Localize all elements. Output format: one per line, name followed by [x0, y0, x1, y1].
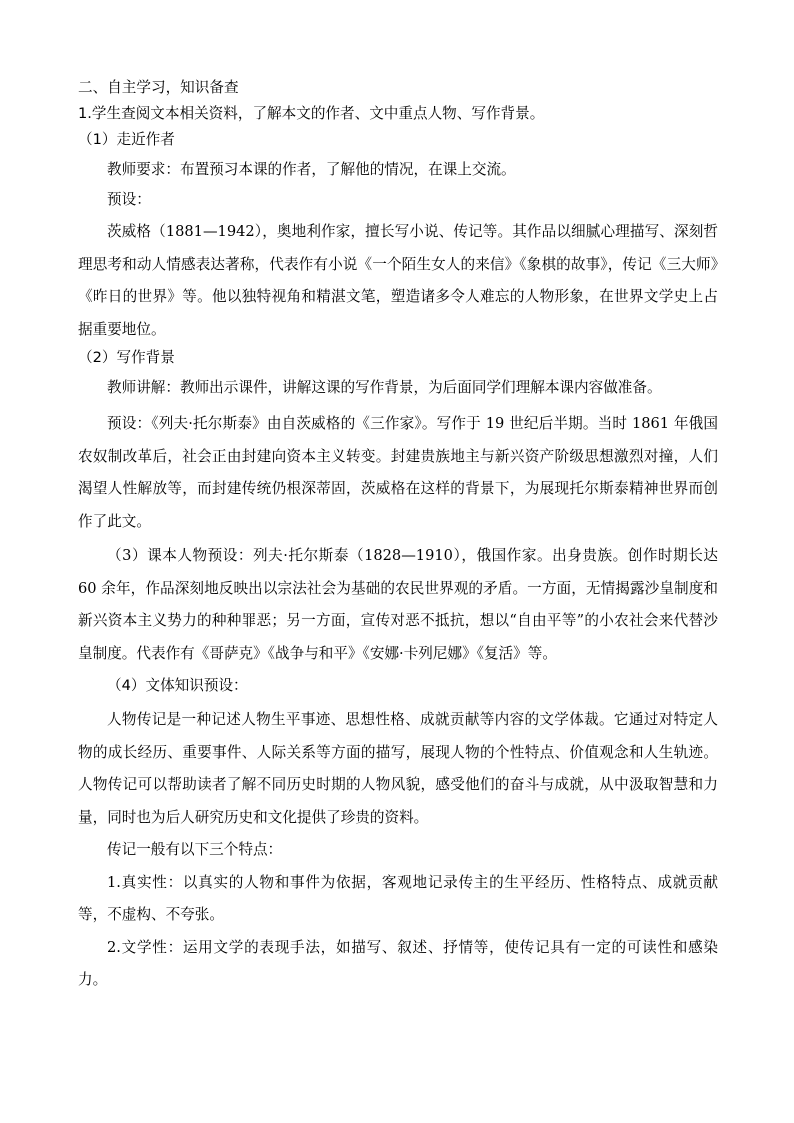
subsection-2-title: （2）写作背景	[78, 349, 175, 366]
feature-2: 2.文学性：运用文学的表现手法，如描写、叙述、抒情等，使传记具有一定的可读性和感染力。	[78, 938, 718, 988]
subsection-1-title: （1）走近作者	[78, 131, 175, 148]
subsection-1-preset-label: 预设：	[107, 191, 151, 208]
document-body	[78, 78, 718, 997]
section-title: 二、自主学习，知识备查	[78, 79, 239, 96]
subsection-3-text: （3）课本人物预设：列夫·托尔斯泰（1828—1910），俄国作家。出身贵族。创作时期长达 60 余年，作品深刻地反映出以宗法社会为基础的农民世界观的矛盾。一方面，无情揭露沙皇制度和新兴资本主义势力的种种罪恶；另一方面，宣传对恶不抵抗，想以“自由平等”的小农社会来代替沙皇制度。代表作有《哥萨克》《战争与和平》《安娜·卡列尼娜》《复活》等。	[78, 547, 718, 662]
subsection-4-paragraph-1: 人物传记是一种记述人物生平事迹、思想性格、成就贡献等内容的文学体裁。它通过对特定人物的成长经历、重要事件、人际关系等方面的描写，展现人物的个性特点、价值观念和人生轨迹。人物传记可以帮助读者了解不同历史时期的人物风貌，感受他们的奋斗与成就，从中汲取智慧和力量，同时也为后人研究历史和文化提供了珍贵的资料。	[78, 711, 718, 826]
subsection-1-teacher: 教师要求：布置预习本课的作者，了解他的情况，在课上交流。	[107, 161, 516, 178]
subsection-2-teacher: 教师讲解：教师出示课件，讲解这课的写作背景，为后面同学们理解本课内容做准备。	[107, 379, 662, 396]
feature-1: 1.真实性：以真实的人物和事件为依据，客观地记录传主的生平经历、性格特点、成就贡献等，不虚构、不夸张。	[78, 873, 718, 923]
subsection-1-preset-text: 茨威格（1881—1942），奥地利作家，擅长写小说、传记等。其作品以细腻心理描写、深刻哲理思考和动人情感表达著称，代表作有小说《一个陌生女人的来信》《象棋的故事》，传记《三大师》《昨日的世界》等。他以独特视角和精湛文笔，塑造诸多令人难忘的人物形象，在世界文学史上占据重要地位。	[78, 223, 718, 338]
subsection-4-paragraph-2: 传记一般有以下三个特点：	[107, 841, 283, 858]
subsection-2-preset-text: 预设：《列夫·托尔斯泰》由自茨威格的《三作家》。写作于 19 世纪后半期。当时 1861 年俄国农奴制改革后，社会正由封建向资本主义转变。封建贵族地主与新兴资产阶级思想激烈对撞，人们渴望人性解放等，而封建传统仍根深蒂固，茨威格在这样的背景下，为展现托尔斯泰精神世界而创作了此文。	[78, 415, 718, 530]
subsection-4-title: （4）文体知识预设：	[107, 677, 248, 694]
item-1: 1.学生查阅文本相关资料，了解本文的作者、文中重点人物、写作背景。	[78, 105, 545, 122]
